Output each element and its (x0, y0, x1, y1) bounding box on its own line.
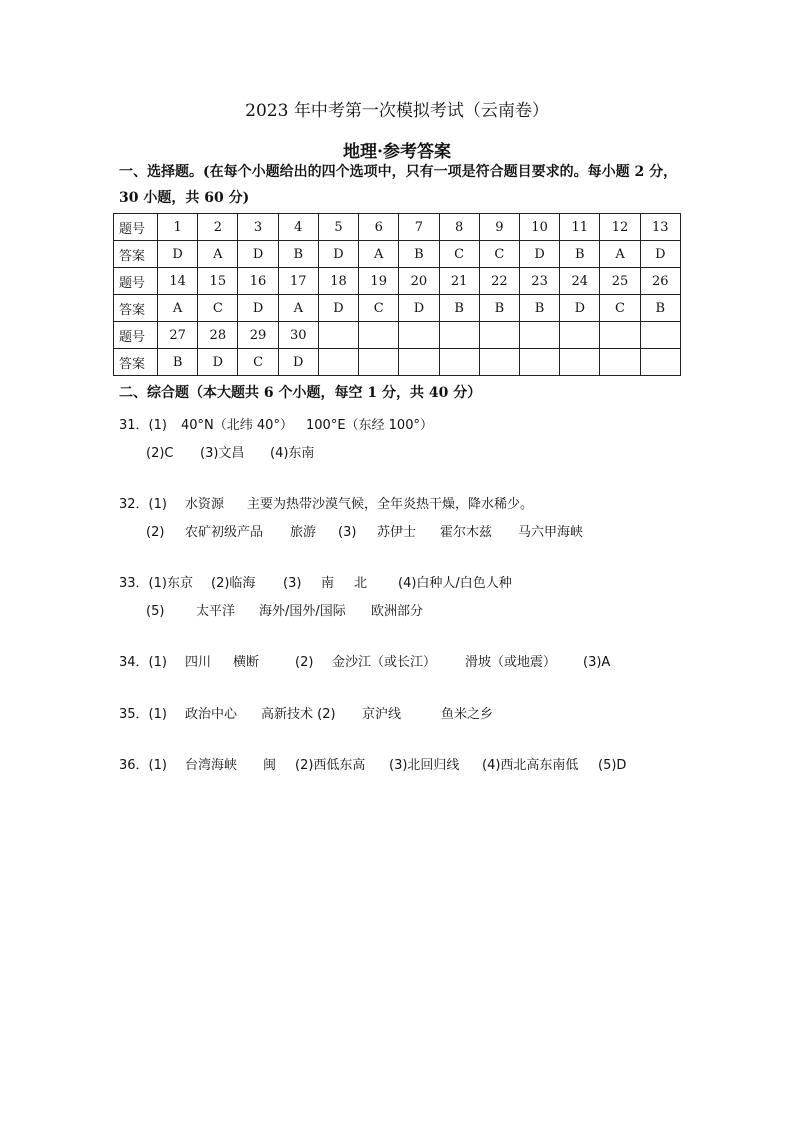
q31-line1 (119, 414, 433, 433)
q32-part-3: (3) (338, 525, 357, 540)
q31-answer-4: (3)文昌 (200, 446, 245, 461)
q33-answer-7: 海外/国外/国际 (259, 604, 346, 619)
answer-cell: C (479, 241, 519, 268)
q31-answer-2: 100°E（东经 100°） (306, 418, 433, 433)
q36-answer-2: 闽 (263, 758, 277, 773)
answer-cell: C (198, 295, 238, 322)
answer-cell: D (158, 241, 198, 268)
question-number-cell: 30 (278, 322, 318, 349)
answer-cell: C (238, 349, 278, 376)
q34-answer-4: 滑坡（或地震） (465, 655, 557, 670)
q36-answer-1: 台湾海峡 (185, 758, 238, 773)
row-label-answer: 答案 (114, 349, 158, 376)
question-number-cell: 6 (359, 214, 399, 241)
question-number-cell: 21 (439, 268, 479, 295)
q33-answer-1: 33．(1)东京 (119, 576, 193, 591)
question-number-cell (439, 322, 479, 349)
question-number-cell: 8 (439, 214, 479, 241)
answer-cell (359, 349, 399, 376)
question-number-cell: 7 (399, 214, 439, 241)
question-number-cell: 28 (198, 322, 238, 349)
q33-answer-5: (4)白种人/白色人种 (398, 576, 512, 591)
q33-answer-2: (2)临海 (211, 576, 256, 591)
q32-answer-3: 农矿初级产品 (185, 525, 264, 540)
q36-answer-5: (4)西北高东南低 (482, 758, 579, 773)
q35-line1 (119, 703, 493, 722)
question-number-cell (600, 322, 640, 349)
question-number-cell: 14 (158, 268, 198, 295)
q31-answer-1: 40°N（北纬 40°） (181, 418, 293, 433)
q32-part-2: (2) (146, 525, 165, 540)
answer-cell (318, 349, 358, 376)
section-1-heading-line1: 一、选择题。(在每个小题给出的四个选项中，只有一项是符合题目要求的。每小题 2 分， (119, 164, 678, 180)
question-number-cell: 18 (318, 268, 358, 295)
q35-answer-2: 高新技术 (2) (261, 707, 336, 722)
answer-cell: D (238, 295, 278, 322)
q32-answer-7: 马六甲海峡 (518, 525, 584, 540)
answer-cell: B (399, 241, 439, 268)
question-number-cell: 4 (278, 214, 318, 241)
question-number-cell: 3 (238, 214, 278, 241)
q31-answer-3: (2)C (146, 446, 174, 461)
answer-cell (479, 349, 519, 376)
answer-cell: D (519, 241, 559, 268)
answer-cell (600, 349, 640, 376)
question-number-cell: 12 (600, 214, 640, 241)
answer-cell: D (560, 295, 600, 322)
q35-number: 35．(1) (119, 707, 167, 722)
q31-line2 (146, 442, 314, 461)
q32-answer-5: 苏伊士 (377, 525, 417, 540)
question-number-cell: 22 (479, 268, 519, 295)
question-number-row (114, 214, 681, 241)
answer-cell (439, 349, 479, 376)
q32-line2 (146, 521, 583, 540)
answer-cell (640, 349, 680, 376)
q35-answer-1: 政治中心 (185, 707, 238, 722)
answer-cell: D (399, 295, 439, 322)
q34-answer-5: (3)A (583, 655, 611, 670)
answer-cell: C (600, 295, 640, 322)
question-number-cell (318, 322, 358, 349)
question-number-cell (519, 322, 559, 349)
q34-answer-2: 横断 (233, 655, 260, 670)
answer-row (114, 295, 681, 322)
answer-cell: B (439, 295, 479, 322)
section-1-heading (119, 159, 689, 211)
q34-answer-1: 四川 (185, 655, 212, 670)
q32-answer-2: 主要为热带沙漠气候，全年炎热干燥，降水稀少。 (247, 497, 534, 512)
q32-answer-1: 水资源 (185, 497, 225, 512)
question-number-row (114, 322, 681, 349)
question-number-cell: 1 (158, 214, 198, 241)
answer-cell: B (278, 241, 318, 268)
q32-answer-4: 旅游 (290, 525, 317, 540)
question-number-cell: 10 (519, 214, 559, 241)
q32-line1 (119, 493, 533, 512)
q36-number: 36．(1) (119, 758, 167, 773)
q33-answer-3: 南 (321, 576, 335, 591)
answer-cell: A (278, 295, 318, 322)
question-number-cell (560, 322, 600, 349)
q32-answer-6: 霍尔木兹 (440, 525, 493, 540)
answer-cell: B (479, 295, 519, 322)
question-number-cell: 15 (198, 268, 238, 295)
answer-cell (560, 349, 600, 376)
row-label-answer: 答案 (114, 241, 158, 268)
question-number-cell: 24 (560, 268, 600, 295)
q33-answer-6: 太平洋 (196, 604, 236, 619)
answer-cell: B (158, 349, 198, 376)
question-number-cell (640, 322, 680, 349)
section-2-heading: 二、综合题（本大题共 6 个小题，每空 1 分，共 40 分） (119, 385, 482, 401)
answer-cell: D (318, 295, 358, 322)
question-number-cell: 2 (198, 214, 238, 241)
answer-cell: A (158, 295, 198, 322)
question-number-row (114, 268, 681, 295)
question-number-cell: 11 (560, 214, 600, 241)
answer-cell: D (640, 241, 680, 268)
q34-answer-3: 金沙江（或长江） (332, 655, 437, 670)
q33-line1 (119, 572, 512, 591)
page-subtitle: 地理·参考答案 (343, 142, 451, 162)
question-number-cell: 26 (640, 268, 680, 295)
q31-number: 31．(1) (119, 418, 167, 433)
question-number-cell: 23 (519, 268, 559, 295)
question-number-cell: 17 (278, 268, 318, 295)
section-1-heading-line2: 30 小题，共 60 分) (119, 190, 250, 206)
q33-part-5: (5) (146, 604, 165, 619)
q35-answer-3: 京沪线 (362, 707, 402, 722)
question-number-cell: 13 (640, 214, 680, 241)
question-number-cell (479, 322, 519, 349)
q36-answer-4: (3)北回归线 (389, 758, 460, 773)
answer-cell: B (560, 241, 600, 268)
q35-answer-4: 鱼米之乡 (441, 707, 494, 722)
answer-cell: D (198, 349, 238, 376)
q36-answer-6: (5)D (598, 758, 627, 773)
question-number-cell: 9 (479, 214, 519, 241)
answer-cell: D (278, 349, 318, 376)
question-number-cell: 29 (238, 322, 278, 349)
q33-answer-4: 北 (354, 576, 368, 591)
q32-number: 32．(1) (119, 497, 167, 512)
answer-cell (399, 349, 439, 376)
answer-table (113, 213, 681, 376)
question-number-cell: 5 (318, 214, 358, 241)
answer-row (114, 241, 681, 268)
q34-line1 (119, 651, 610, 670)
q33-part-3: (3) (283, 576, 302, 591)
answer-cell: C (439, 241, 479, 268)
answer-cell: C (359, 295, 399, 322)
answer-cell: D (318, 241, 358, 268)
q36-answer-3: (2)西低东高 (295, 758, 366, 773)
answer-cell: A (600, 241, 640, 268)
q31-answer-5: (4)东南 (270, 446, 315, 461)
q34-part-2: (2) (295, 655, 314, 670)
question-number-cell: 19 (359, 268, 399, 295)
answer-cell: A (198, 241, 238, 268)
row-label-question-number: 题号 (114, 214, 158, 241)
question-number-cell: 16 (238, 268, 278, 295)
q33-line2 (146, 600, 423, 619)
q33-answer-8: 欧洲部分 (371, 604, 424, 619)
question-number-cell: 25 (600, 268, 640, 295)
answer-cell: A (359, 241, 399, 268)
question-number-cell: 20 (399, 268, 439, 295)
question-number-cell (359, 322, 399, 349)
row-label-question-number: 题号 (114, 322, 158, 349)
row-label-question-number: 题号 (114, 268, 158, 295)
answer-cell: D (238, 241, 278, 268)
page-title: 2023 年中考第一次模拟考试（云南卷） (245, 101, 549, 121)
row-label-answer: 答案 (114, 295, 158, 322)
answer-cell: B (640, 295, 680, 322)
q36-line1 (119, 754, 626, 773)
q34-number: 34．(1) (119, 655, 167, 670)
answer-cell (519, 349, 559, 376)
answer-row (114, 349, 681, 376)
question-number-cell (399, 322, 439, 349)
question-number-cell: 27 (158, 322, 198, 349)
answer-cell: B (519, 295, 559, 322)
